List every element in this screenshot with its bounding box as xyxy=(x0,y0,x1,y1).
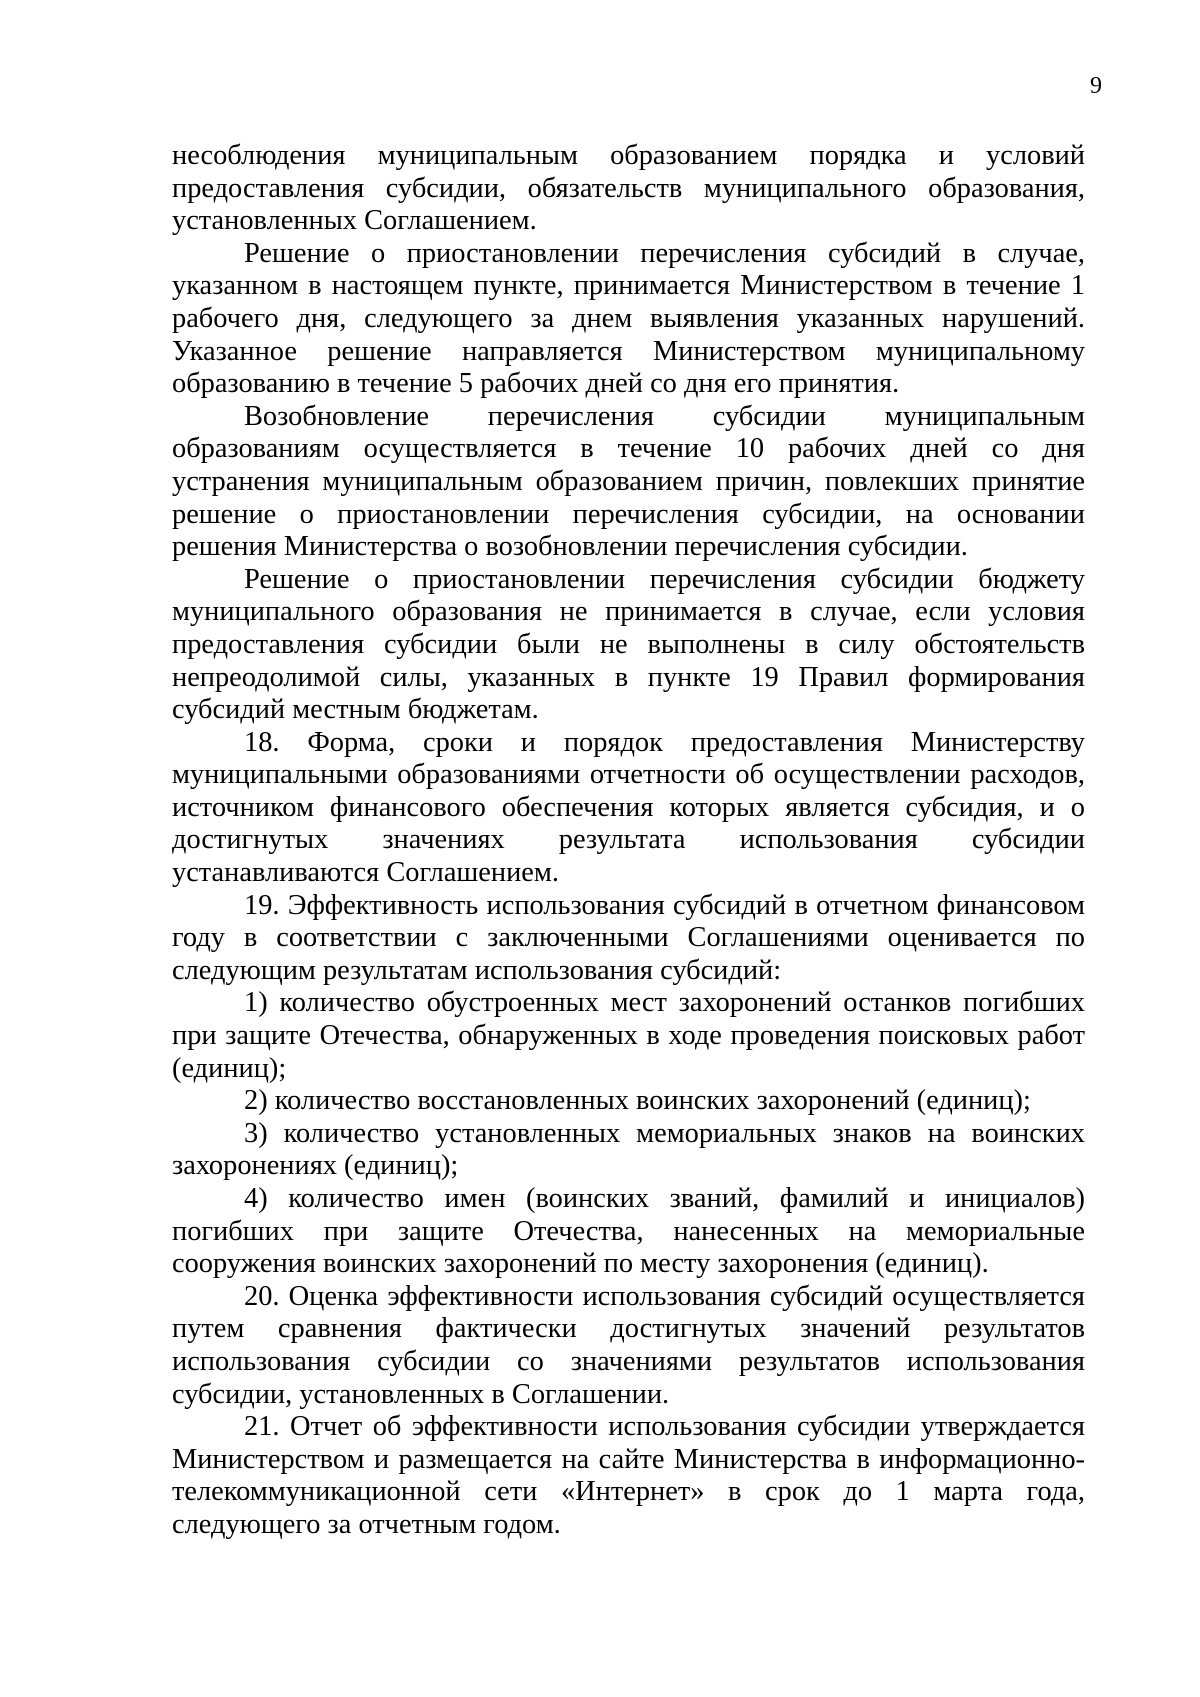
list-item-4: 4) количество имен (воинских званий, фамилий и инициалов) погибших при защите Отечества, нанесенных на мемориальные сооружения воинских захоронений по месту захоронения (единиц). xyxy=(172,1183,1085,1280)
page-number: 9 xyxy=(1090,73,1102,99)
paragraph-item-21: 21. Отчет об эффективности использования субсидии утверждается Министерством и размещается на сайте Министерства в информационно-телекоммуникационной сети «Интернет» в срок до 1 марта года, следующего за отчетным годом. xyxy=(172,1411,1085,1540)
paragraph-item-20: 20. Оценка эффективности использования субсидий осуществляется путем сравнения фактически достигнутых значений результатов использования субсидии со значениями результатов использования субсидии, установленных в Соглашении. xyxy=(172,1280,1085,1410)
list-item-1: 1) количество обустроенных мест захоронений останков погибших при защите Отечества, обнаруженных в ходе проведения поисковых работ (единиц); xyxy=(172,987,1085,1084)
paragraph-item-18: 18. Форма, сроки и порядок предоставления Министерству муниципальными образованиями отчетности об осуществлении расходов, источником финансового обеспечения которых является субсидия, и о достигнутых значениях результата использования субсидии устанавливаются Соглашением. xyxy=(172,726,1085,889)
paragraph-force-majeure: Решение о приостановлении перечисления субсидии бюджету муниципального образования не принимается в случае, если условия предоставления субсидии были не выполнены в силу обстоятельств непреодолимой силы, указанных в пункте 19 Правил формирования субсидий местным бюджетам. xyxy=(172,563,1085,726)
paragraph-item-19: 19. Эффективность использования субсидий в отчетном финансовом году в соответствии с заключенными Соглашениями оценивается по следующим результатам использования субсидий: xyxy=(172,889,1085,986)
list-item-2: 2) количество восстановленных воинских захоронений (единиц); xyxy=(244,1085,1031,1117)
paragraph-suspension-decision: Решение о приостановлении перечисления субсидий в случае, указанном в настоящем пункте, принимается Министерством в течение 1 рабочего дня, следующего за днем выявления указанных нарушений. Указанное решение направляется Министерством муниципальному образованию в течение 5 рабочих дней со дня его принятия. xyxy=(172,237,1085,400)
document-body xyxy=(172,140,1085,1542)
paragraph-resumption: Возобновление перечисления субсидии муниципальным образованиям осуществляется в течение 10 рабочих дней со дня устранения муниципальным образованием причин, повлекших принятие решение о приостановлении перечисления субсидии, на основании решения Министерства о возобновлении перечисления субсидии. xyxy=(172,400,1085,563)
paragraph-continuation: несоблюдения муниципальным образованием порядка и условий предоставления субсидии, обязательств муниципального образования, установленных Соглашением. xyxy=(172,140,1085,237)
list-item-3: 3) количество установленных мемориальных знаков на воинских захоронениях (единиц); xyxy=(172,1117,1085,1182)
